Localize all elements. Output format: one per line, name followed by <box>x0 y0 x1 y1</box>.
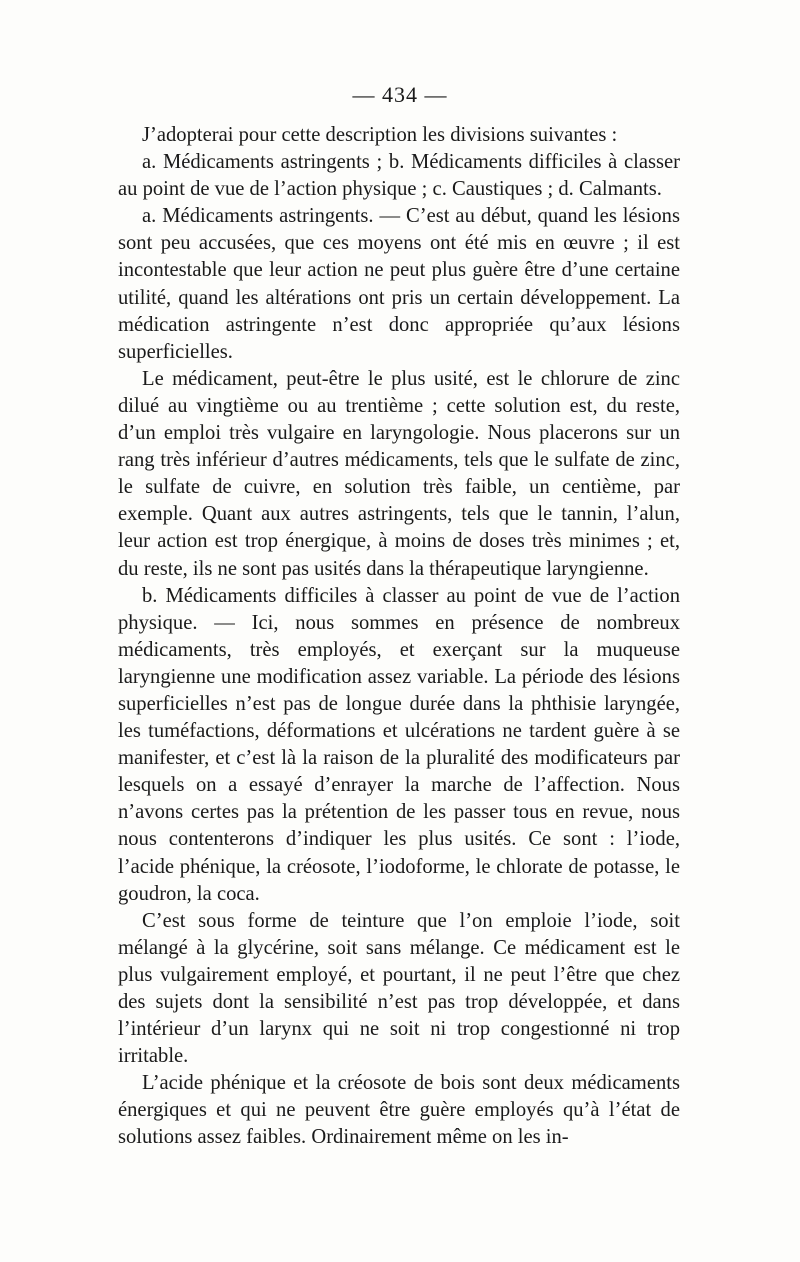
paragraph: Le médicament, peut-être le plus usité, est le chlorure de zinc dilué au vingtième ou au trentième ; cette solution est, du reste, d’un emploi très vulgaire en laryngologie. Nous placerons sur un rang très inférieur d’autres médicaments, tels que le sulfate de zinc, le sulfate de cuivre, en solution très faible, un centième, par exemple. Quant aux autres astringents, tels que le tannin, l’alun, leur action est trop énergique, à moins de doses très minimes ; et, du reste, ils ne sont pas usités dans la thérapeutique laryngienne. <box>118 367 680 580</box>
body-text <box>118 122 680 1152</box>
paragraph: J’adopterai pour cette description les divisions suivantes : <box>142 124 618 146</box>
paragraph: L’acide phénique et la créosote de bois sont deux médicaments énergiques et qui ne peuvent être guère employés qu’à l’état de solutions assez faibles. Ordinairement même on les in- <box>118 1072 680 1149</box>
paragraph: a. Médicaments astringents. — C’est au début, quand les lésions sont peu accusées, que ces moyens ont été mis en œuvre ; il est incontestable que leur action ne peut plus guère être d’une certaine utilité, quand les altérations ont pris un certain développement. La médication astringente n’est donc appropriée qu’aux lésions superficielles. <box>118 205 680 363</box>
paragraph: b. Médicaments difficiles à classer au point de vue de l’action physique. — Ici, nous sommes en présence de nombreux médicaments, très employés, et exerçant sur la muqueuse laryngienne une modification assez variable. La période des lésions superficielles n’est pas de longue durée dans la phthisie laryngée, les tuméfactions, déformations et ulcérations ne tardent guère à se manifester, et c’est là la raison de la pluralité des modificateurs par lesquels on a essayé d’enrayer la marche de l’affection. Nous n’avons certes pas la prétention de les passer tous en revue, nous nous contenterons d’indiquer les plus usités. Ce sont : l’iode, l’acide phénique, la créosote, l’iodoforme, le chlorate de potasse, le goudron, la coca. <box>118 584 680 905</box>
page-number: — 434 — <box>352 82 448 107</box>
paragraph: C’est sous forme de teinture que l’on emploie l’iode, soit mélangé à la glycérine, soit sans mélange. Ce médicament est le plus vulgairement employé, et pourtant, il ne peut l’être que chez des sujets dont la sensibilité n’est pas trop développée, et dans l’intérieur d’un larynx qui ne soit ni trop congestionné ni trop irritable. <box>118 909 680 1068</box>
paragraph: a. Médicaments astringents ; b. Médicaments difficiles à classer au point de vue de l’action physique ; c. Caustiques ; d. Calmants. <box>118 151 680 201</box>
